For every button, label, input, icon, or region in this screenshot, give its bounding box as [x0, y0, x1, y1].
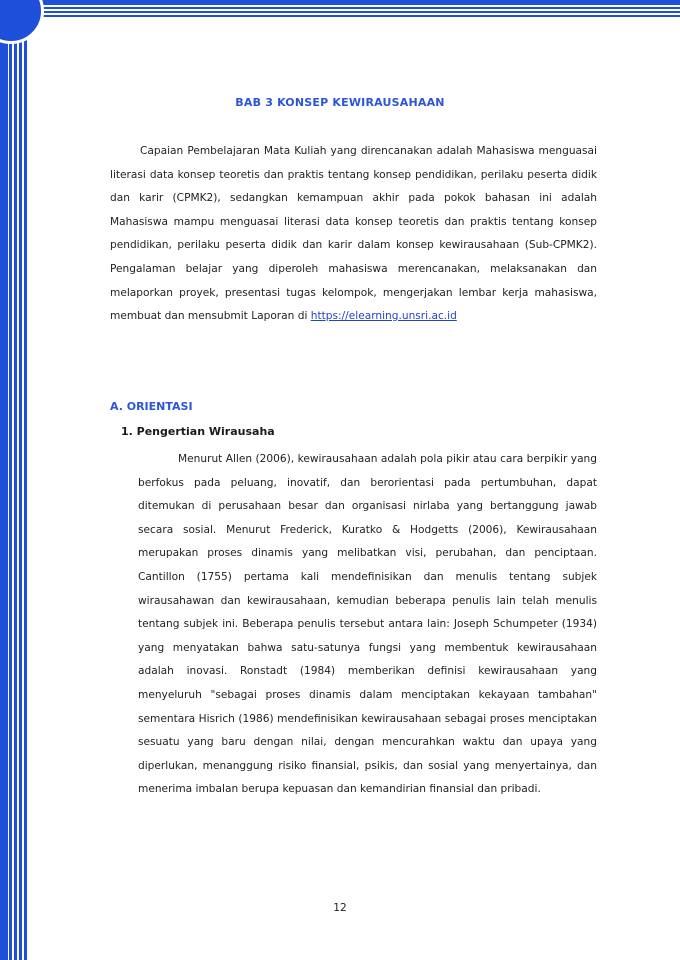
border-line: [0, 15, 680, 17]
body-paragraph: Menurut Allen (2006), kewirausahaan adalah pola pikir atau cara berpikir yang berfokus pada peluang, inovatif, dan berorientasi pada pertumbuhan, dapat ditemukan di perusahaan besar dan organisasi nirlaba yang bertanggung jawab secara sosial. Menurut Frederick, Kuratko & Hodgetts (2006), Kewirausahaan merupakan proses dinamis yang melibatkan visi, perubahan, dan penciptaan. Cantillon (1755) pertama kali mendefinisikan dan menulis tentang subjek wirausahawan dan kewirausahaan, kemudian beberapa penulis lain telah menulis tentang subjek ini. Beberapa penulis tersebut antara lain: Joseph Schumpeter (1934) yang menyatakan bahwa satu-satunya fungsi yang membentuk kewirausahaan adalah inovasi. Ronstadt (1984) memberikan definisi kewirausahaan yang menyeluruh "sebagai proses dinamis dalam menciptakan kekayaan tambahan" sementara Hisrich (1986) mendefinisikan kewirausahaan sebagai proses menciptakan sesuatu yang baru dengan nilai, dengan mencurahkan waktu dan upaya yang diperlukan, menanggung risiko finansial, psikis, dan sosial yang menyertainya, dan menerima imbalan berupa kepuasan dan kemandirian finansial dan pribadi.: [138, 453, 597, 796]
border-stripe: [19, 0, 22, 960]
left-border-decoration: [0, 0, 30, 960]
corner-ornament: [0, 0, 44, 44]
intro-text: Capaian Pembelajaran Mata Kuliah yang direncanakan adalah Mahasiswa menguasai literasi data konsep teoretis dan praktis tentang konsep pendidikan, perilaku peserta didik dan karir (CPMK2), sedangkan kemampuan akhir pada pokok bahasan ini adalah Mahasiswa mampu menguasai literasi data konsep teoretis dan praktis tentang konsep pendidikan, perilaku peserta didik dan karir dalam konsep kewirausahaan (Sub-CPMK2). Pengalaman belajar yang diperoleh mahasiswa merencanakan, melaksanakan dan melaporkan proyek, presentasi tugas kelompok, mengerjakan lembar kerja mahasiswa, membuat dan mensubmit Laporan di: [110, 145, 597, 323]
top-border-decoration: [0, 0, 680, 22]
elearning-link[interactable]: https://elearning.unsri.ac.id: [310, 310, 457, 323]
border-stripe: [0, 0, 8, 960]
intro-paragraph: [110, 140, 597, 329]
section-heading: A. ORIENTASI: [110, 400, 193, 413]
border-line: [0, 7, 680, 9]
border-line: [0, 11, 680, 13]
border-stripe: [24, 0, 27, 960]
sub-heading: 1. Pengertian Wirausaha: [121, 425, 275, 438]
chapter-title: BAB 3 KONSEP KEWIRAUSAHAAN: [235, 96, 445, 109]
border-stripe: [9, 0, 12, 960]
page-number: 12: [333, 902, 347, 914]
border-stripe: [14, 0, 17, 960]
border-line: [0, 0, 680, 5]
